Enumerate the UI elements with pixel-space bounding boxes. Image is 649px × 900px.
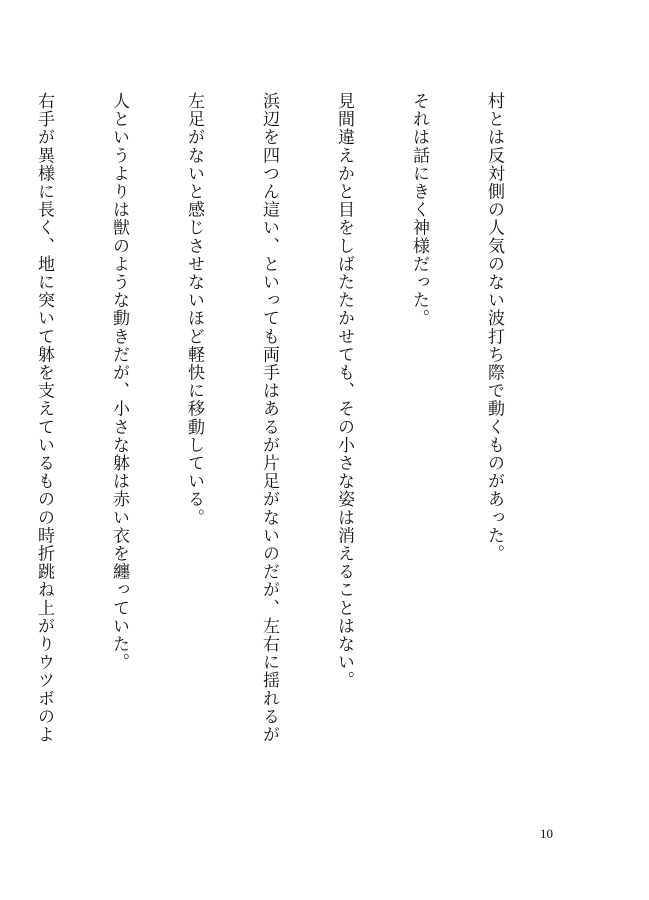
text-line: 見間違えかと目をしばたたかせても、その小さな姿は消えることはない。 xyxy=(334,92,354,690)
text-line: 右手が異様に長く、地に突いて躰を支えているものの時折跳ね上がりウツボのよ xyxy=(34,92,54,744)
text-line: 村とは反対側の人気のない波打ち際で動くものがあった。 xyxy=(484,92,504,563)
vertical-text-body xyxy=(0,92,556,812)
text-line: 浜辺を四つん這い、といっても両手はあるが片足がないのだが、左右に揺れるが xyxy=(259,92,279,744)
text-line: 人というよりは獣のような動きだが、小さな躰は赤い衣を纏っていた。 xyxy=(109,92,129,672)
text-line: それは話にきく神様だった。 xyxy=(409,92,429,328)
page-number: 10 xyxy=(540,826,553,841)
text-line: 左足がないと感じさせないほど軽快に移動している。 xyxy=(184,92,204,527)
